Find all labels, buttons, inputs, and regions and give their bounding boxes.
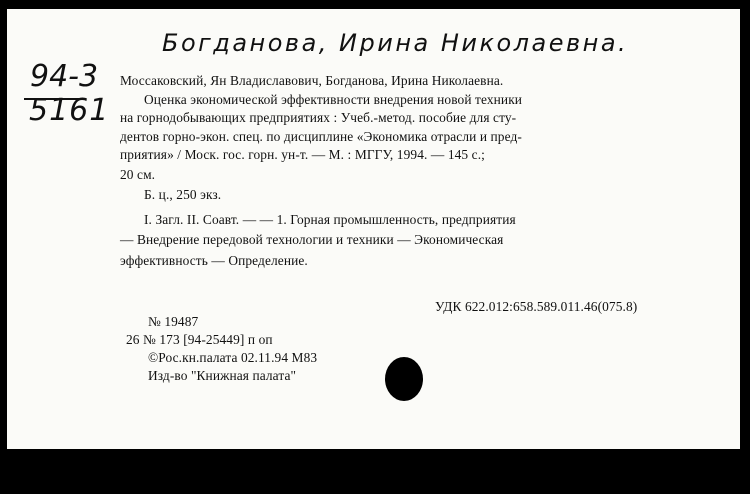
udc-code: УДК 622.012:658.589.011.46(075.8) (435, 299, 638, 314)
tracing-line: — Внедрение передовой технологии и техники — Экономическая (120, 232, 504, 247)
entry-body-line: Оценка экономической эффективности внедрения новой техники (144, 92, 523, 107)
ink-blot (385, 357, 423, 401)
copies-price: Б. ц., 250 экз. (144, 187, 222, 202)
handwritten-name: Богданова, Ирина Николаевна. (162, 29, 629, 57)
handwritten-code-top: 94-3 (30, 59, 99, 94)
tracing-line: эффективность — Определение. (120, 253, 308, 268)
publisher: Изд-во "Книжная палата" (148, 368, 297, 383)
handwritten-code-bottom: 5161 (29, 93, 110, 128)
entry-heading: Моссаковский, Ян Владиславович, Богданова, Ирина Николаевна. (120, 73, 504, 88)
entry-body-line: дентов горно-экон. спец. по дисциплине «Экономика отрасли и пред- (120, 129, 522, 144)
book-chamber-stamp: ©Рос.кн.палата 02.11.94 М83 (148, 350, 318, 365)
tracing-line: I. Загл. II. Соавт. — — 1. Горная промышленность, предприятия (144, 212, 516, 227)
card-number: № 19487 (148, 314, 199, 329)
catalog-card (7, 9, 740, 449)
entry-body-line: приятия» / Моск. гос. горн. ун-т. — М. : МГГУ, 1994. — 145 с.; (120, 147, 485, 162)
order-number: 26 № 173 [94-25449] п оп (126, 332, 273, 347)
entry-body-line: 20 см. (120, 167, 156, 182)
entry-body-line: на горнодобывающих предприятиях : Учеб.-метод. пособие для сту- (120, 110, 517, 125)
